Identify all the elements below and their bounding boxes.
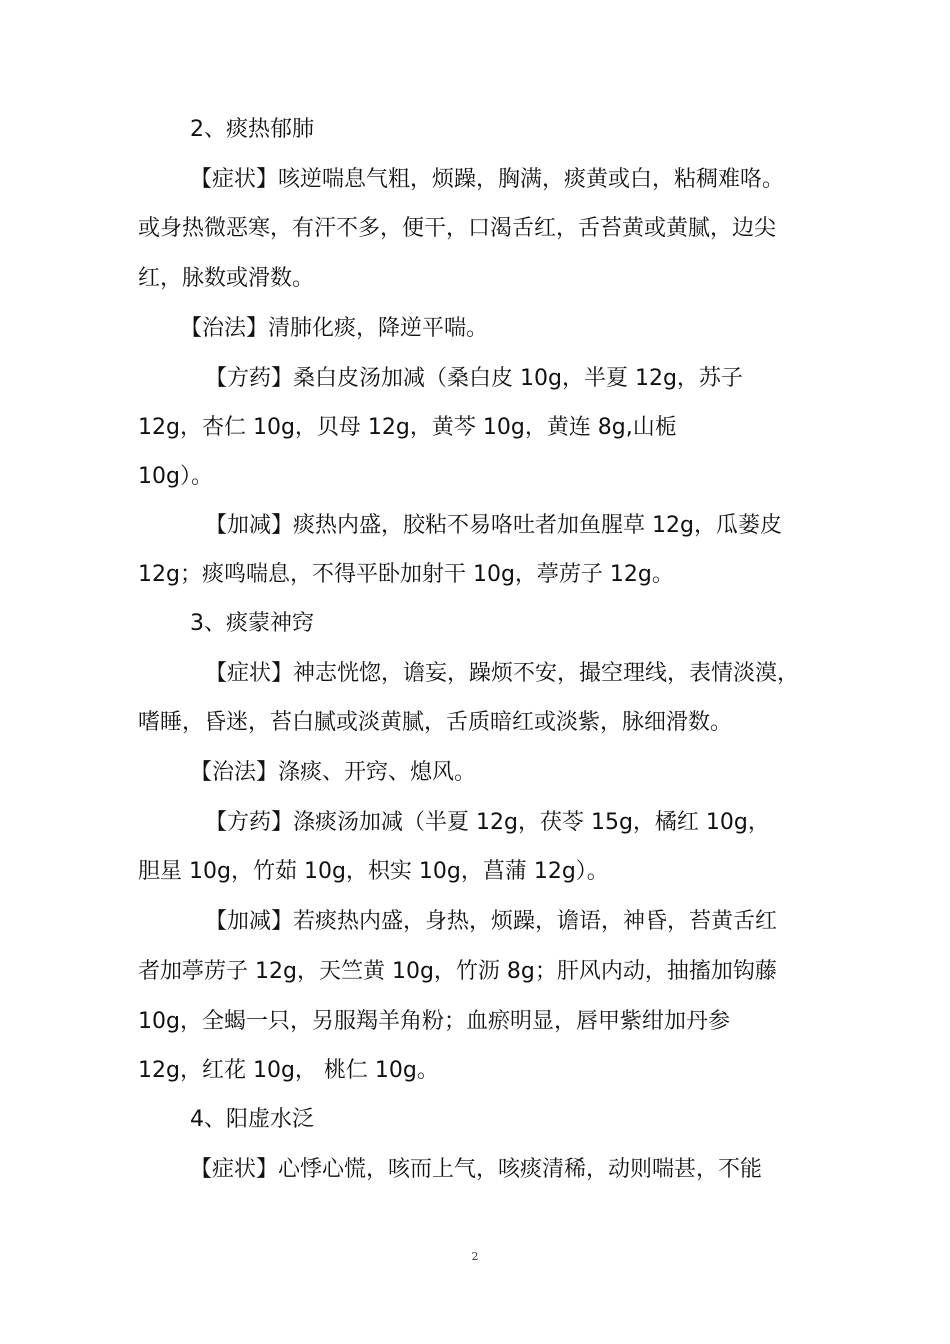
- paragraph-line: 【症状】神志恍惚，谵妄，躁烦不安，撮空理线，表情淡漠，: [205, 661, 800, 686]
- paragraph-line: 【加减】痰热内盛，胶粘不易咯吐者加鱼腥草 12g，瓜蒌皮: [205, 513, 782, 538]
- paragraph-line: 胆星 10g，竹茹 10g，枳实 10g，菖蒲 12g）。: [138, 859, 609, 884]
- paragraph-line: 10g）。: [138, 464, 213, 489]
- paragraph-line: 嗜睡，昏迷，苔白腻或淡黄腻，舌质暗红或淡紫，脉细滑数。: [138, 710, 733, 735]
- paragraph-line: 者加葶苈子 12g，天竺黄 10g，竹沥 8g；肝风内动，抽搐加钩藤: [138, 959, 777, 984]
- paragraph-line: 12g，杏仁 10g，贝母 12g，黄芩 10g，黄连 8g,山栀: [138, 415, 677, 440]
- paragraph-line: 【症状】咳逆喘息气粗，烦躁，胸满，痰黄或白，粘稠难咯。: [190, 167, 785, 192]
- section-heading: 2、痰热郁肺: [190, 117, 314, 142]
- paragraph-line: 【治法】涤痰、开窍、熄风。: [190, 760, 477, 785]
- section-heading: 4、阳虚水泛: [190, 1107, 314, 1132]
- paragraph-line: 红，脉数或滑数。: [138, 266, 315, 291]
- paragraph-line: 【治法】清肺化痰，降逆平喘。: [180, 316, 489, 341]
- paragraph-line: 【方药】桑白皮汤加减（桑白皮 10g，半夏 12g，苏子: [205, 366, 743, 391]
- paragraph-line: 【症状】心悸心慌，咳而上气，咳痰清稀，动则喘甚，不能: [190, 1157, 763, 1182]
- section-heading: 3、痰蒙神窍: [190, 611, 314, 636]
- paragraph-line: 【加减】若痰热内盛，身热，烦躁，谵语，神昏，苔黄舌红: [205, 909, 778, 934]
- paragraph-line: 12g；痰鸣喘息，不得平卧加射干 10g，葶苈子 12g。: [138, 562, 674, 587]
- paragraph-line: 【方药】涤痰汤加减（半夏 12g，茯苓 15g，橘红 10g，: [205, 810, 770, 835]
- paragraph-line: 或身热微恶寒，有汗不多，便干，口渴舌红，舌苔黄或黄腻，边尖: [138, 216, 777, 241]
- paragraph-line: 10g，全蝎一只，另服羯羊角粉；血瘀明显，唇甲紫绀加丹参: [138, 1009, 730, 1034]
- paragraph-line: 12g，红花 10g， 桃仁 10g。: [138, 1058, 439, 1083]
- page-number: 2: [471, 1250, 479, 1263]
